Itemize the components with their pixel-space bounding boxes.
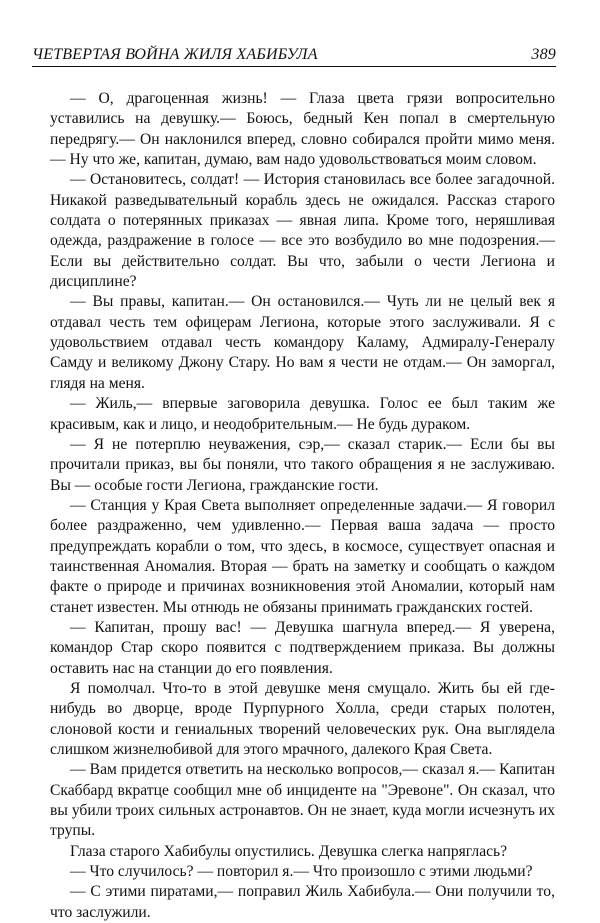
body-text: [50, 89, 555, 923]
paragraph: — Станция у Края Света выполняет определенные задачи.— Я говорил более раздраженно, чем удивленно.— Первая ваша задача — просто предупреждать корабли о том, что здесь, в космосе, существует опасная и таинственная Аномалия. Вторая — брать на заметку и сообщать о каждом факте о природе и причинах возникновения этой Аномалии, который нам станет известен. Мы отнюдь не обязаны принимать гражданских гостей.: [50, 496, 555, 616]
paragraph: — Я не потерплю неуважения, сэр,— сказал старик.— Если бы вы прочитали приказ, вы бы поняли, что такого обращения я не заслуживаю. Вы — особые гости Легиона, гражданские гости.: [50, 435, 555, 494]
page-number: 389: [531, 46, 556, 63]
running-title: ЧЕТВЕРТАЯ ВОЙНА ЖИЛЯ ХАБИБУЛА: [32, 46, 318, 63]
page-header: [32, 44, 556, 67]
paragraph: — Капитан, прошу вас! — Девушка шагнула вперед.— Я уверена, командор Стар скоро появится с подтверждением приказа. Вы должны оставить нас на станции до его появления.: [50, 618, 555, 677]
paragraph: — Вы правы, капитан.— Он остановился.— Чуть ли не целый век я отдавал честь тем офицерам Легиона, которые этого заслуживали. Я с удовольствием отдавал честь командору Каламу, Адмиралу-Генералу Самду и великому Джону Стару. Но вам я чести не отдам.— Он заморгал, глядя на меня.: [50, 293, 555, 392]
paragraph: — Жиль,— впервые заговорила девушка. Голос ее был таким же красивым, как и лицо, и неодобрительным.— Не будь дураком.: [50, 395, 555, 433]
paragraph: Глаза старого Хабибулы опустились. Девушка слегка напряглась?: [70, 842, 508, 860]
paragraph: Я помолчал. Что-то в этой девушке меня смущало. Жить бы ей где-нибудь во дворце, вроде Пурпурного Холла, среди старых полотен, слоновой кости и гениальных творений человеческих рук. Она выглядела слишком жизнелюбивой для этого мрачного, далекого Края Света.: [50, 679, 555, 758]
paragraph: — Остановитесь, солдат! — История становилась все более загадочной. Никакой разведывательный корабль здесь не ожидался. Рассказ старого солдата о потерянных приказах — явная липа. Кроме того, неряшливая одежда, раздражение в голосе — все это возбудило во мне подозрения.— Если вы действительно солдат. Вы что, забыли о чести Легиона и дисциплине?: [50, 171, 555, 291]
paragraph: — Что случилось? — повторил я.— Что произошло с этими людьми?: [70, 863, 533, 881]
paragraph: — Вам придется ответить на несколько вопросов,— сказал я.— Капитан Скаббард вкратце сообщил мне об инциденте на "Эревоне". Он сказал, что вы убили троих сильных астронавтов. Он не знает, куда могли исчезнуть их трупы.: [50, 761, 555, 840]
paragraph: — О, драгоценная жизнь! — Глаза цвета грязи вопросительно уставились на девушку.— Боюсь, бедный Кен попал в смертельную передрягу.— Он наклонился вперед, словно собирался пройти мимо меня.— Ну что же, капитан, думаю, вам надо удовольствоваться моим словом.: [50, 90, 555, 169]
paragraph: — С этими пиратами,— поправил Жиль Хабибула.— Они получили то, что заслужили.: [50, 883, 555, 921]
